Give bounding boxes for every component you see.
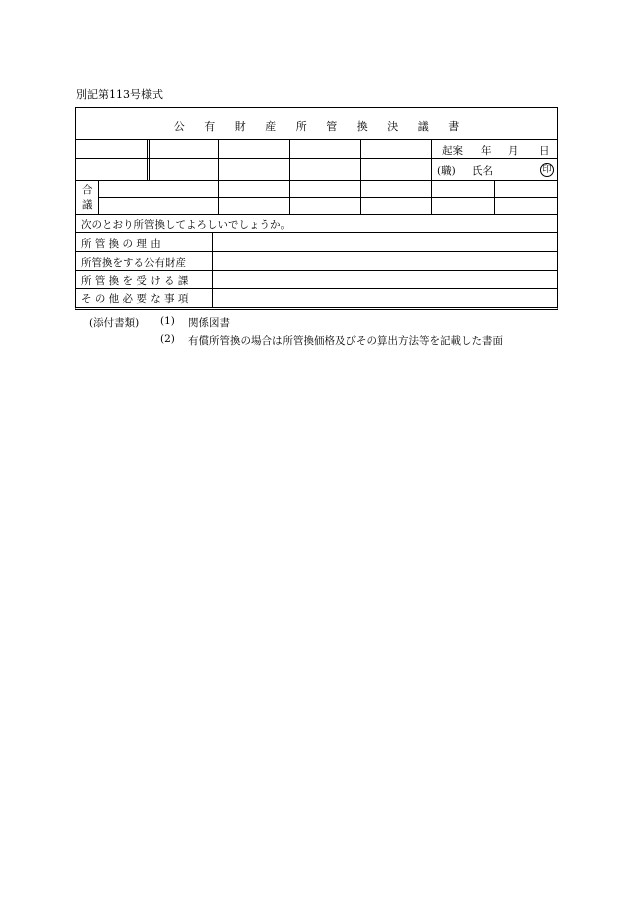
item-label-property: 所管換をする公有財産 [81,257,186,269]
divider [289,139,290,214]
item-label-receiving-section: 所 管 換 を 受 け る 課 [81,275,189,287]
divider [76,251,557,252]
resolution-form [75,107,558,310]
form-number: 別記第113号様式 [76,88,163,101]
item-label-other-matters: そ の 他 必 要 な 事 項 [81,293,189,305]
divider [76,232,557,233]
attachment-text-2: 有償所管換の場合は所管換価格及びその算出方法等を記載した書面 [188,335,503,347]
divider [98,197,557,198]
divider [76,288,557,289]
divider [147,139,148,180]
seal-mark-icon: 印 [540,163,554,177]
request-sentence: 次のとおり所管換してよろしいでしょうか。 [81,219,291,231]
divider [149,139,150,180]
divider [360,139,361,214]
name-label: 氏名 [472,165,493,177]
attachments-heading: (添付書類) [89,317,140,329]
divider [76,214,557,215]
consultation-label-2: 議 [82,199,93,211]
divider [76,270,557,271]
draft-day-label: 日 [539,145,550,157]
draft-label: 起案 [442,145,463,157]
form-title: 公 有 財 産 所 管 換 決 議 書 [173,120,468,133]
divider [76,158,557,159]
consultation-label-1: 合 [82,184,93,196]
position-label: (職) [437,165,456,177]
item-label-reason: 所 管 換 の 理 由 [81,238,161,250]
attachment-number-2: (2) [160,333,175,345]
divider [76,180,557,181]
divider [431,139,432,214]
attachment-number-1: (1) [160,315,175,327]
draft-month-label: 月 [508,145,519,157]
draft-year-label: 年 [481,145,492,157]
divider [218,139,219,214]
attachment-text-1: 関係図書 [188,317,230,329]
